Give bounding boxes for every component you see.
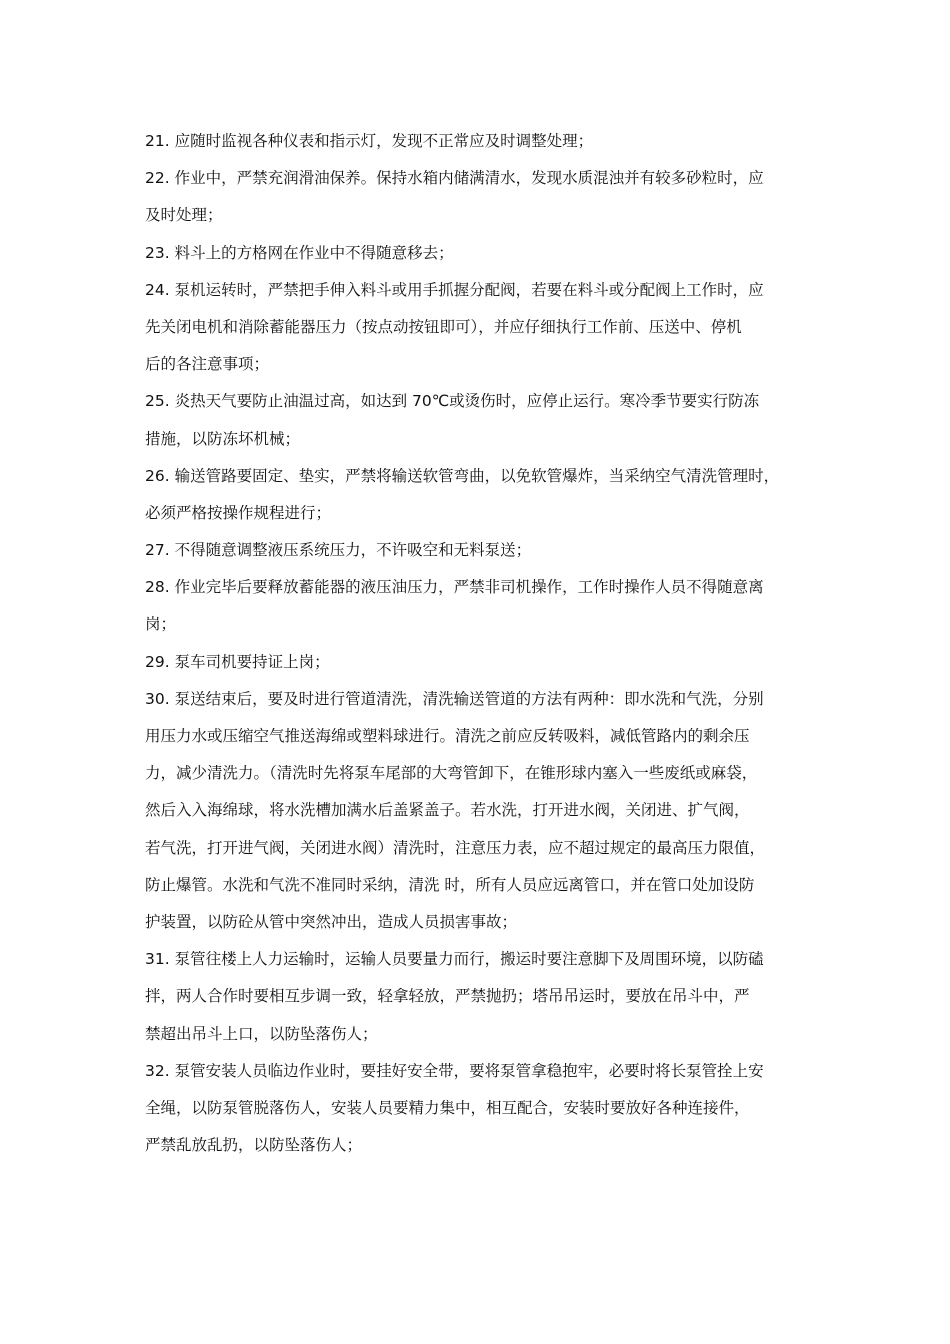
text-line: 32. 泵管安装人员临边作业时，要挂好安全带，要将泵管拿稳抱牢，必要时将长泵管拴上安 [145,1061,764,1080]
text-line: 26. 输送管路要固定、垫实，严禁将输送软管弯曲，以免软管爆炸，当采纳空气清洗管理时， [145,466,780,485]
text-line: 29. 泵车司机要持证上岗； [145,652,330,671]
text-line: 若气洗，打开进气阀，关闭进水阀）清洗时，注意压力表，应不超过规定的最高压力限值， [145,838,766,857]
text-line: 及时处理； [145,206,223,225]
text-line: 岗； [145,615,177,634]
text-line: 21. 应随时监视各种仪表和指示灯，发现不正常应及时调整处理； [145,132,594,150]
text-line: 用压力水或压缩空气推送海绵或塑料球进行。清洗之前应反转吸料，减低管路内的剩余压 [145,727,750,745]
text-line: 23. 料斗上的方格网在作业中不得随意移去； [145,243,454,262]
text-line: 31. 泵管往楼上人力运输时，运输人员要量力而行，搬运时要注意脚下及周围环境，以防磕 [145,950,764,969]
text-line: 必须严格按操作规程进行； [145,503,332,522]
text-line: 28. 作业完毕后要释放蓄能器的液压油压力，严禁非司机操作，工作时操作人员不得随意离 [145,578,764,597]
text-line: 30. 泵送结束后，要及时进行管道清洗，清洗输送管道的方法有两种：即水洗和气洗，分别 [145,689,764,708]
text-line: 27. 不得随意调整液压系统压力，不许吸空和无料泵送； [145,541,532,560]
text-line: 22. 作业中，严禁充润滑油保养。保持水箱内储满清水，发现水质混浊并有较多砂粒时，应 [145,169,764,188]
document-body [145,123,815,1164]
text-line: 措施，以防冻坏机械； [145,429,301,448]
text-line: 先关闭电机和消除蓄能器压力（按点动按钮即可），并应仔细执行工作前、压送中、停机 [145,317,742,336]
text-line: 全绳，以防泵管脱落伤人，安装人员要精力集中，相互配合，安装时要放好各种连接件， [145,1098,750,1117]
text-line: 然后入入海绵球，将水洗槽加满水后盖紧盖子。若水洗，打开进水阀，关闭进、扩气阀， [145,801,750,820]
text-line: 拌，两人合作时要相互步调一致，轻拿轻放，严禁抛扔；塔吊吊运时，要放在吊斗中，严 [145,987,750,1006]
text-line: 力，减少清洗力。（清洗时先将泵车尾部的大弯管卸下，在锥形球内塞入一些废纸或麻袋， [145,764,758,783]
text-line: 护装置，以防砼从管中突然冲出，造成人员损害事故； [145,912,518,931]
text-line: 禁超出吊斗上口，以防坠落伤人； [145,1024,378,1043]
text-line: 防止爆管。水洗和气洗不准同时采纳，清洗 时，所有人员应远离管口，并在管口处加设防 [145,875,755,894]
text-line: 25. 炎热天气要防止油温过高，如达到 70℃或烫伤时，应停止运行。寒冷季节要实行防冻 [145,392,760,411]
text-line: 后的各注意事项； [145,355,270,374]
text-line: 严禁乱放乱扔，以防坠落伤人； [145,1136,363,1155]
text-line: 24. 泵机运转时，严禁把手伸入料斗或用手抓握分配阀，若要在料斗或分配阀上工作时，应 [145,280,764,299]
